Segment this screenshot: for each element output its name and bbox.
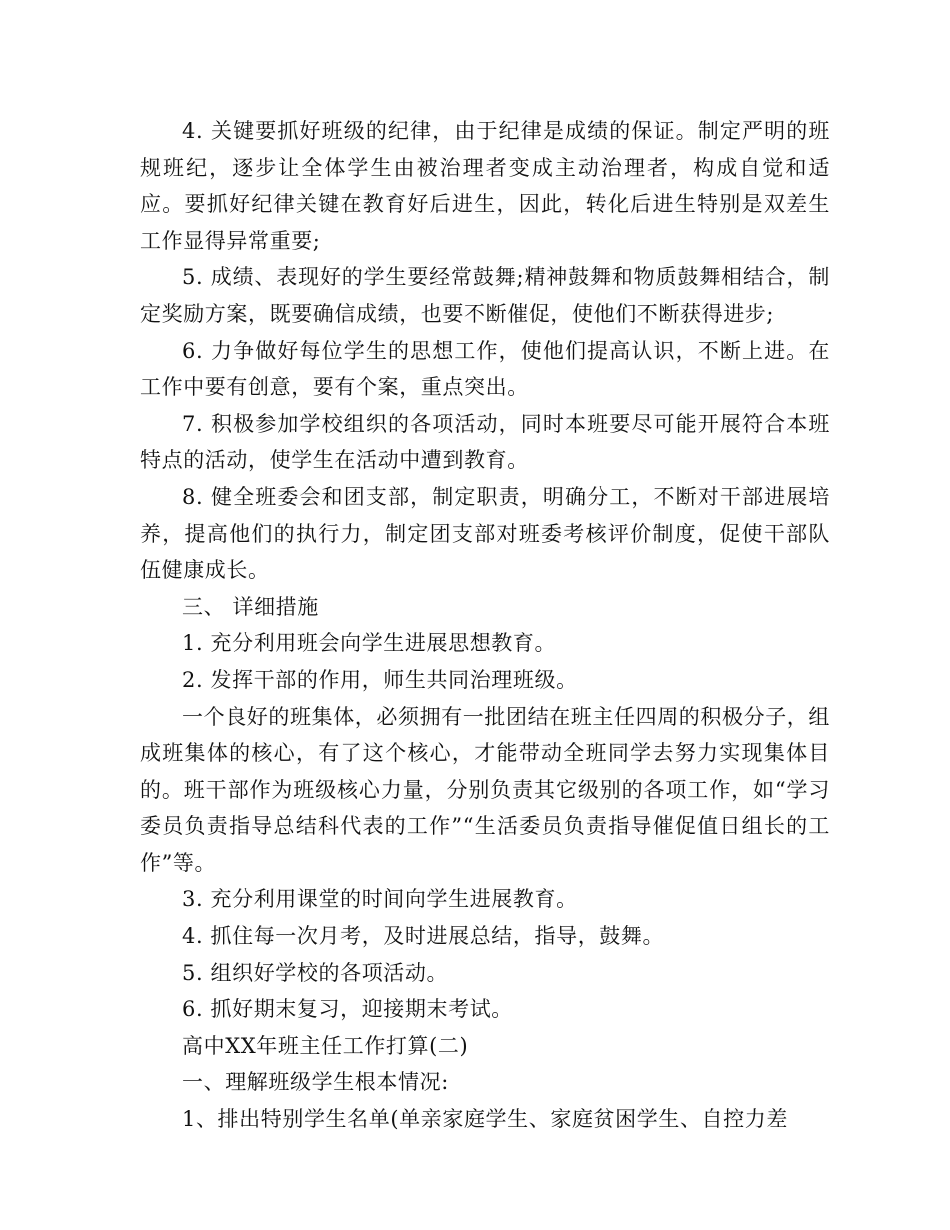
paragraph-discipline: 4. 关键要抓好班级的纪律，由于纪律是成绩的保证。制定严明的班规班纪，逐步让全体学生由被治理者变成主动治理者，构成自觉和适应。要抓好纪律关键在教育好后进生，因此，转化后进生特别是双差生工作显得异常重要; (140, 119, 830, 253)
section-heading: 一、理解班级学生根本情况: (182, 1070, 449, 1095)
measure-item: 6. 抓好期末复习，迎接期末考试。 (182, 997, 513, 1022)
list-item: 1、排出特别学生名单(单亲家庭学生、家庭贫困学生、自控力差 (182, 1107, 788, 1132)
paragraph-encouragement: 5. 成绩、表现好的学生要经常鼓舞;精神鼓舞和物质鼓舞相结合，制定奖励方案，既要确信成绩，也要不断催促，使他们不断获得进步; (140, 265, 830, 326)
measure-item: 4. 抓住每一次月考，及时进展总结，指导，鼓舞。 (182, 924, 665, 949)
document-body (140, 113, 830, 1138)
paragraph-thought-work: 6. 力争做好每位学生的思想工作，使他们提高认识，不断上进。在工作中要有创意，要有个案，重点突出。 (140, 338, 830, 400)
measure-item: 2. 发挥干部的作用，师生共同治理班级。 (182, 667, 578, 692)
measure-item: 3. 充分利用课堂的时间向学生进展教育。 (182, 887, 578, 912)
paragraph-activities: 7. 积极参加学校组织的各项活动，同时本班要尽可能开展符合本班特点的活动，使学生在活动中遭到教育。 (140, 411, 830, 473)
paragraph-class-committee: 8. 健全班委会和团支部，制定职责，明确分工，不断对干部进展培养，提高他们的执行力，制定团支部对班委考核评价制度，促使干部队伍健康成长。 (140, 484, 830, 583)
measure-item: 5. 组织好学校的各项活动。 (182, 960, 449, 985)
document-subtitle: 高中XX年班主任工作打算(二) (182, 1033, 469, 1058)
paragraph-core-members: 一个良好的班集体，必须拥有一批团结在班主任四周的积极分子，组成班集体的核心，有了这个核心，才能带动全班同学去努力实现集体目的。班干部作为班级核心力量，分别负责其它级别的各项工作，如“学习委员负责指导总结科代表的工作”“生活委员负责指导催促值日组长的工作”等。 (140, 704, 830, 875)
measure-item: 1. 充分利用班会向学生进展思想教育。 (182, 631, 557, 656)
section-heading: 三、 详细措施 (182, 594, 319, 619)
